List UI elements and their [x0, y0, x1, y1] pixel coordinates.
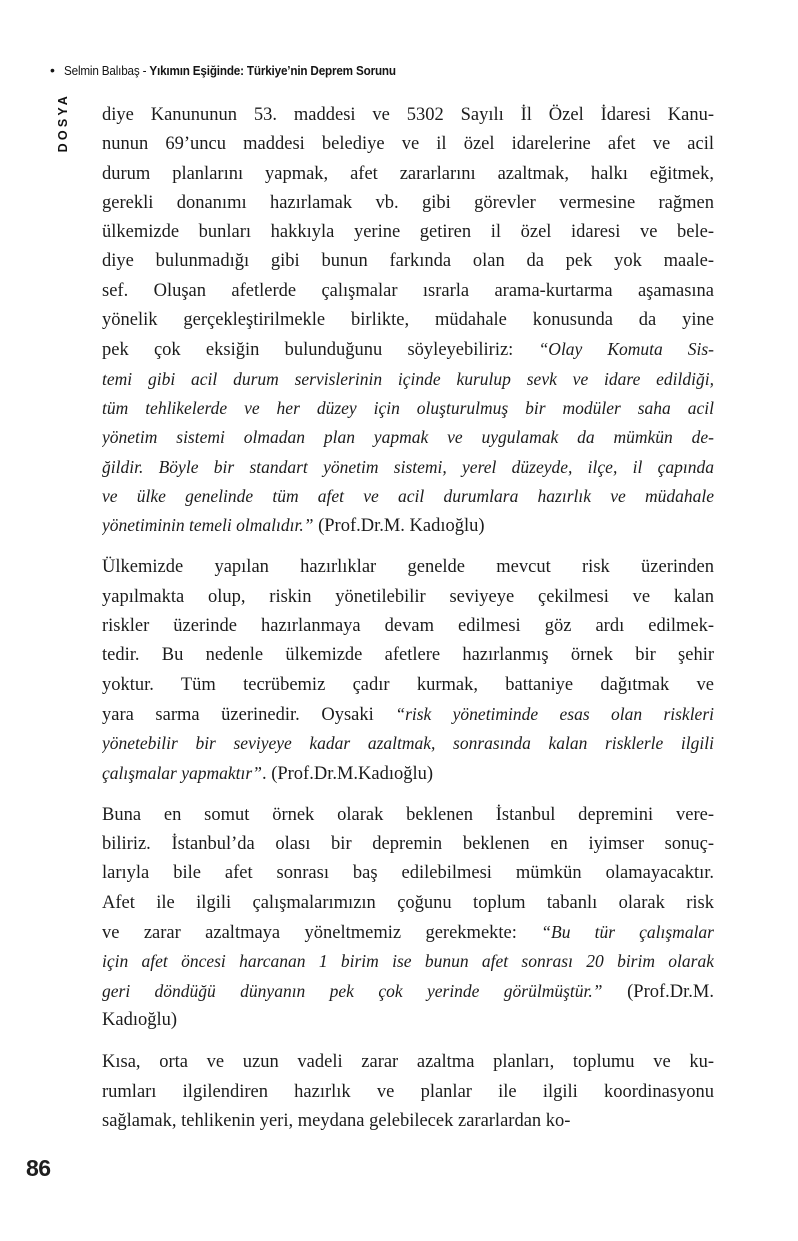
header-separator: -: [139, 63, 150, 78]
body-run: yönelik gerçekleştirilmekle birlikte, müdahale konusunda da yine: [102, 310, 714, 331]
body-run: yapılmakta olup, riskin yönetilebilir seviyeye çekilmesi ve kalan: [102, 586, 714, 607]
body-run: Kadıoğlu): [102, 1009, 178, 1030]
text-line: [102, 918, 714, 947]
body-run: ülkemizde bunları hakkıyla yerine getiren il özel idaresi ve bele-: [102, 222, 714, 243]
text-line: [102, 553, 714, 582]
text-line: [102, 583, 714, 612]
body-run: (Prof.Dr.M.: [602, 981, 714, 1002]
text-line: [102, 977, 714, 1006]
paragraph: [102, 101, 714, 540]
article-title: Yıkımın Eşiğinde: Türkiye’nin Deprem Sorunu: [149, 63, 396, 78]
text-line: [102, 801, 714, 830]
quoted-italic-text: geri döndüğü dünyanın pek çok yerinde görülmüştür.”: [102, 980, 603, 1001]
paragraph: [102, 553, 714, 787]
text-line: [102, 759, 714, 788]
body-text: [102, 101, 714, 1149]
body-run: larıyla bile afet sonrası baş edilebilmesi mümkün olamayacaktır.: [102, 863, 714, 884]
body-run: Ülkemizde yapılan hazırlıklar genelde mevcut risk üzerinden: [102, 557, 714, 578]
text-line: [102, 859, 714, 888]
quoted-italic-text: tüm tehlikelerde ve her düzey için oluşturulmuş bir modüler saha acil: [102, 397, 714, 418]
text-line: [102, 1006, 714, 1035]
quoted-italic-text: “Bu tür çalışmalar: [541, 922, 714, 943]
body-run: Buna en somut örnek olarak beklenen İstanbul depremini vere-: [102, 804, 714, 825]
text-line: [102, 306, 714, 335]
body-run: biliriz. İstanbul’da olası bir depremin beklenen en iyimser sonuç-: [102, 834, 714, 855]
text-line: [102, 482, 714, 511]
list-bullet-icon: •: [50, 62, 55, 78]
text-line: [102, 889, 714, 918]
text-line: [102, 612, 714, 641]
text-line: [102, 453, 714, 482]
text-line: [102, 671, 714, 700]
text-line: [102, 511, 714, 540]
body-run: Afet ile ilgili çalışmalarımızın çoğunu toplum tabanlı olarak risk: [102, 892, 714, 913]
body-run: sef. Oluşan afetlerde çalışmalar ısrarla arama-kurtarma aşamasına: [102, 280, 714, 301]
text-line: [102, 1078, 714, 1107]
page-number: 86: [26, 1155, 51, 1181]
text-line: [102, 947, 714, 976]
body-run: Kısa, orta ve uzun vadeli zarar azaltma planları, toplumu ve ku-: [102, 1052, 714, 1073]
dosya-vertical-label: DOSYA: [56, 93, 70, 153]
text-line: [102, 247, 714, 276]
text-line: [102, 700, 714, 729]
text-line: [102, 830, 714, 859]
text-line: [102, 729, 714, 758]
paragraph: [102, 801, 714, 1035]
quoted-italic-text: yönetim sistemi olmadan plan yapmak ve uygulamak da mümkün de-: [102, 427, 714, 448]
body-run: nunun 69’uncu maddesi belediye ve il özel idarelerine afet ve acil: [102, 134, 714, 155]
quoted-italic-text: için afet öncesi harcanan 1 birim ise bunun afet sonrası 20 birim olarak: [102, 951, 714, 972]
body-run: sağlamak, tehlikenin yeri, meydana gelebilecek zararlardan ko-: [102, 1110, 571, 1131]
quoted-italic-text: ve ülke genelinde tüm afet ve acil durumlara hazırlık ve müdahale: [102, 485, 714, 506]
body-run: yoktur. Tüm tecrübemiz çadır kurmak, battaniye dağıtmak ve: [102, 674, 714, 695]
body-run: diye Kanununun 53. maddesi ve 5302 Sayılı İl Özel İdaresi Kanu-: [102, 105, 714, 125]
text-line: [102, 277, 714, 306]
text-line: [102, 130, 714, 159]
quoted-italic-text: ğildir. Böyle bir standart yönetim sistemi, yerel düzeyde, ilçe, il çapında: [102, 456, 714, 477]
text-line: [102, 423, 714, 452]
body-run: . (Prof.Dr.M.Kadıoğlu): [261, 763, 434, 784]
body-run: riskler üzerinde hazırlanmaya devam edilmesi göz ardı edilmek-: [102, 616, 714, 637]
text-line: [102, 394, 714, 423]
body-run: rumları ilgilendiren hazırlık ve planlar ile ilgili koordinasyonu: [102, 1081, 714, 1102]
body-run: pek çok eksiğin bulunduğunu söyleyebiliriz:: [102, 340, 539, 361]
text-line: [102, 1048, 714, 1077]
body-run: yara sarma üzerinedir. Oysaki: [102, 704, 396, 725]
text-line: [102, 218, 714, 247]
header-text: [64, 63, 396, 78]
quoted-italic-text: temi gibi acil durum servislerinin içinde kurulup sevk ve idare edildiği,: [102, 368, 714, 389]
text-line: [102, 641, 714, 670]
body-run: diye bulunmadığı gibi bunun farkında olan da pek yok maale-: [102, 251, 714, 272]
body-run: gerekli donanımı hazırlamak vb. gibi görevler vermesine rağmen: [102, 192, 714, 213]
body-run: (Prof.Dr.M. Kadıoğlu): [313, 516, 485, 537]
quoted-italic-text: yönetebilir bir seviyeye kadar azaltmak, sonrasında kalan risklerle ilgili: [102, 733, 714, 754]
quoted-italic-text: yönetiminin temeli olmalıdır.”: [102, 515, 314, 536]
quoted-italic-text: çalışmalar yapmaktır”: [102, 762, 262, 783]
text-line: [102, 160, 714, 189]
text-line: [102, 189, 714, 218]
quoted-italic-text: “Olay Komuta Sis-: [538, 339, 714, 360]
text-line: [102, 335, 714, 364]
author-name: Selmin Balıbaş: [63, 63, 140, 78]
paragraph: [102, 1048, 714, 1136]
body-run: ve zarar azaltmaya yöneltmemiz gerekmekte:: [102, 923, 542, 944]
text-line: [102, 1107, 714, 1136]
text-line: [102, 365, 714, 394]
quoted-italic-text: “risk yönetiminde esas olan riskleri: [395, 703, 714, 724]
text-line: [102, 101, 714, 130]
body-run: tedir. Bu nedenle ülkemizde afetlere hazırlanmış örnek bir şehir: [102, 645, 714, 666]
body-run: durum planlarını yapmak, afet zararlarını azaltmak, halkı eğitmek,: [102, 163, 714, 184]
article-header: [50, 62, 433, 78]
